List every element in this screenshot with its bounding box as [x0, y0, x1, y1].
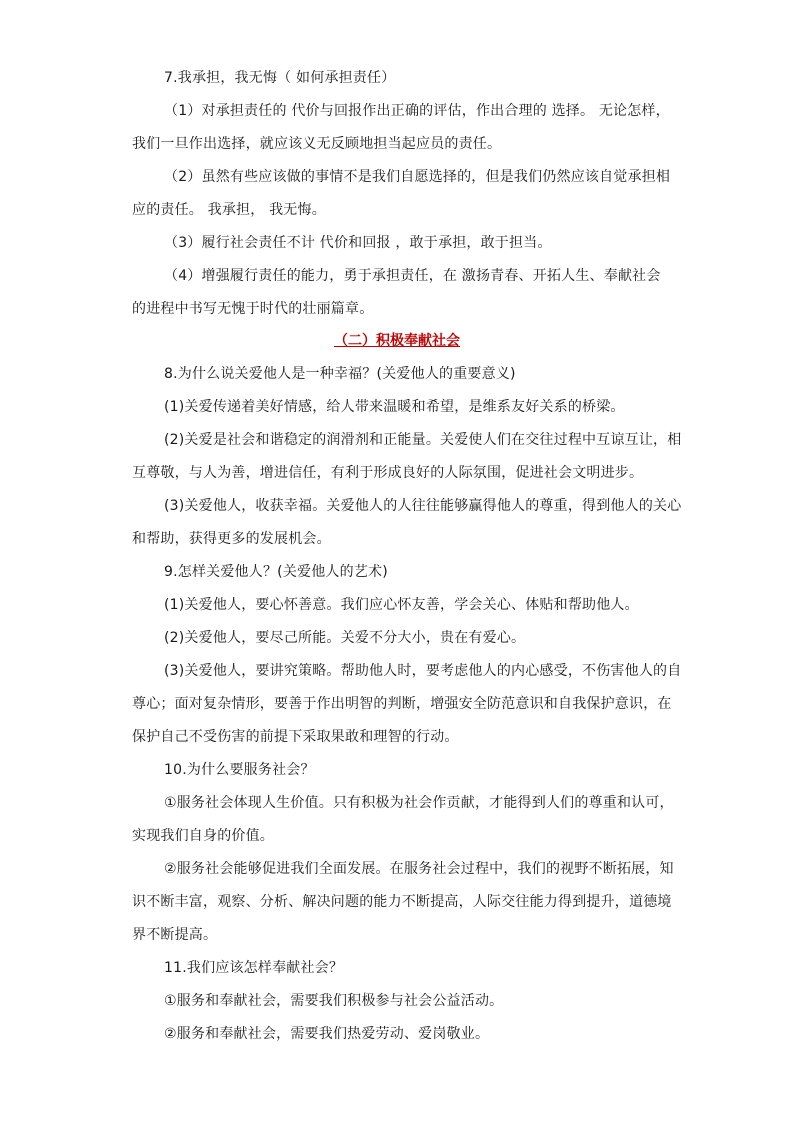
- q7-point-3: [132, 227, 662, 260]
- q8-p3-line-2: 和帮助，获得更多的发展机会。: [132, 531, 331, 547]
- q9-point-2: [132, 622, 662, 655]
- question-10-title: 10.为什么要服务社会？: [164, 762, 315, 778]
- q8-point-2: [132, 424, 682, 490]
- question-8-title: 8.为什么说关爱他人是一种幸福？(关爱他人的重要意义): [164, 366, 516, 382]
- q7-p1-line-1: （1）对承担责任的 代价与回报作出正确的评估，作出合理的 选择。 无论怎样，: [164, 103, 670, 119]
- q11-p2-line-1: ②服务和奉献社会，需要我们热爱劳动、爱岗敬业。: [164, 1026, 490, 1042]
- q10-p2-line-1: ②服务社会能够促进我们全面发展。在服务社会过程中，我们的视野不断拓展，知: [164, 861, 674, 877]
- question-11-title: 11.我们应该怎样奉献社会？: [164, 960, 344, 976]
- question-7-title: 7.我承担，我无悔（ 如何承担责任）: [164, 70, 396, 86]
- q7-point-4: [132, 260, 662, 326]
- q7-point-1: [132, 95, 670, 161]
- q11-point-1: [132, 985, 662, 1018]
- q8-p2-line-1: (2)关爱是社会和谐稳定的润滑剂和正能量。关爱使人们在交往过程中互谅互让，相: [164, 432, 682, 448]
- q9-point-3: [132, 655, 682, 754]
- q8-point-3: [132, 490, 682, 556]
- q7-p3-line-1: （3）履行社会责任不计 代价和回报 ，敢于承担，敢于担当。: [164, 235, 552, 251]
- q9-p3-line-3: 保护自己不受伤害的前提下采取果敢和理智的行动。: [132, 729, 459, 745]
- q8-p1-line-1: (1)关爱传递着美好情感，给人带来温暖和希望，是维系友好关系的桥梁。: [164, 399, 625, 415]
- q10-p2-line-3: 界不断提高。: [132, 927, 218, 943]
- q10-point-2: [132, 853, 674, 952]
- q7-point-2: [132, 161, 671, 227]
- q10-point-1: [132, 787, 674, 853]
- q9-p2-line-1: (2)关爱他人，要尽己所能。关爱不分大小，贵在有爱心。: [164, 630, 526, 646]
- q9-p1-line-1: (1)关爱他人，要心怀善意。我们应心怀友善，学会关心、体贴和帮助他人。: [164, 597, 639, 613]
- q9-p3-line-1: (3)关爱他人，要讲究策略。帮助他人时，要考虑他人的内心感受，不伤害他人的自: [164, 663, 682, 679]
- q9-p3-line-2: 尊心；面对复杂情形，要善于作出明智的判断，增强安全防范意识和自我保护意识，在: [132, 696, 672, 712]
- q11-point-2: [132, 1018, 662, 1051]
- q7-p1-line-2: 我们一旦作出选择，就应该义无反顾地担当起应员的责任。: [132, 136, 502, 152]
- q10-p1-line-1: ①服务社会体现人生价值。只有积极为社会作贡献，才能得到人们的尊重和认可，: [164, 795, 674, 811]
- q7-p4-line-1: （4）增强履行责任的能力，勇于承担责任，在 激扬青春、开拓人生、奉献社会: [164, 268, 661, 284]
- q8-p2-line-2: 互尊敬，与人为善，增进信任，有利于形成良好的人际氛围，促进社会文明进步。: [132, 465, 644, 481]
- q7-p2-line-2: 应的责任。 我承担， 我无悔。: [132, 202, 326, 218]
- q7-p2-line-1: （2）虽然有些应该做的事情不是我们自愿选择的，但是我们仍然应该自觉承担相: [164, 169, 671, 185]
- question-9-title: 9.怎样关爱他人？(关爱他人的艺术): [164, 564, 388, 580]
- section-heading: （二）积极奉献社会: [334, 333, 460, 349]
- q8-p3-line-1: (3)关爱他人，收获幸福。关爱他人的人往往能够赢得他人的尊重，得到他人的关心: [164, 498, 682, 514]
- q11-p1-line-1: ①服务和奉献社会，需要我们积极参与社会公益活动。: [164, 993, 504, 1009]
- document-page: [132, 62, 682, 1051]
- q7-p4-line-2: 的进程中书写无愧于时代的壮丽篇章。: [132, 301, 374, 317]
- q8-point-1: [132, 391, 662, 424]
- q10-p2-line-2: 识不断丰富，观察、分析、解决问题的能力不断提高，人际交往能力得到提升，道德境: [132, 894, 672, 910]
- q9-point-1: [132, 589, 662, 622]
- q10-p1-line-2: 实现我们自身的价值。: [132, 828, 274, 844]
